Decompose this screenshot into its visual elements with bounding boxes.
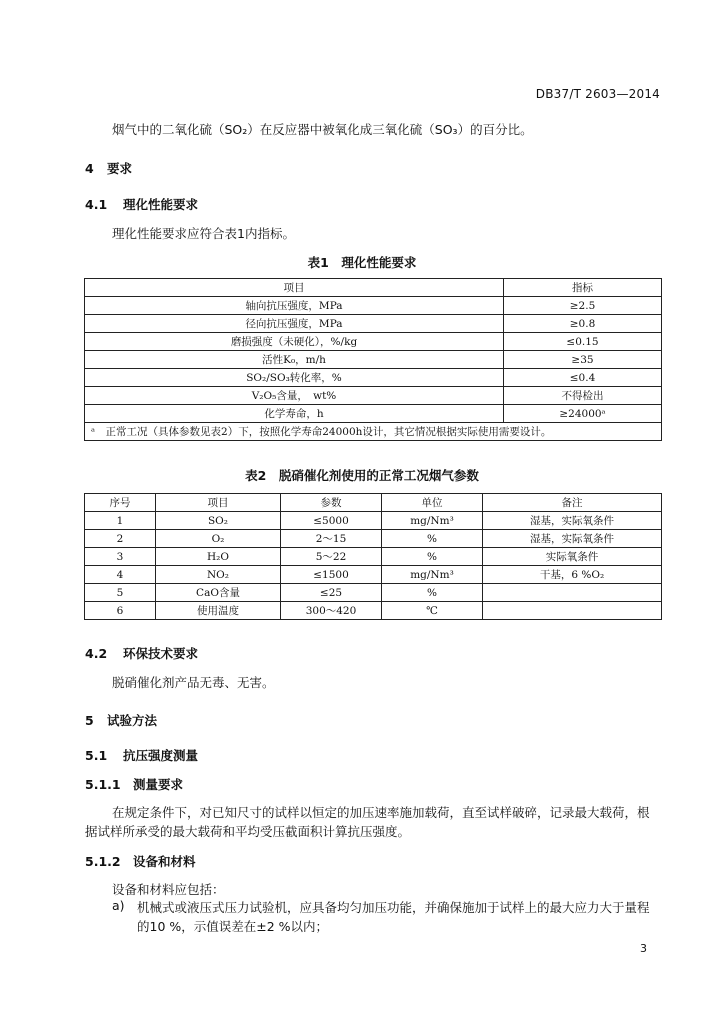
table-cell: 干基，6 %O₂ <box>483 566 662 584</box>
section-5-heading <box>85 711 157 729</box>
section-4-2-heading <box>85 644 198 662</box>
table-cell: ≥24000ᵃ <box>504 405 662 423</box>
section-5-1-1-text-line-1: 在规定条件下，对已知尺寸的试样以恒定的加压速率施加载荷，直至试样破碎，记录最大载荷，根 <box>112 805 650 820</box>
table-cell: ≥35 <box>504 351 662 369</box>
table-row <box>85 315 662 333</box>
table-cell: ≥0.8 <box>504 315 662 333</box>
list-item-a-line-2: 的10 %，示值误差在±2 %以内； <box>137 919 329 934</box>
section-5-1-1-heading <box>85 775 183 793</box>
table-row <box>85 387 662 405</box>
table-cell: O₂ <box>156 530 281 548</box>
section-5-1-2-text: 设备和材料应包括： <box>112 882 225 897</box>
section-number: 5.1.2 <box>85 854 121 869</box>
table-cell: CaO含量 <box>156 584 281 602</box>
table-header-cell: 备注 <box>483 494 662 512</box>
table-cell: 1 <box>85 512 156 530</box>
table-cell: 不得检出 <box>504 387 662 405</box>
section-4-2-text: 脱硝催化剂产品无毒、无害。 <box>112 675 275 690</box>
table-2-caption: 表2 脱硝催化剂使用的正常工况烟气参数 <box>245 468 479 483</box>
table-cell: ≤5000 <box>281 512 382 530</box>
table-header-cell: 项目 <box>156 494 281 512</box>
table-row <box>85 405 662 423</box>
table-cell: 活性K₀，m/h <box>85 351 504 369</box>
table-cell: % <box>382 584 483 602</box>
table-header-cell: 指标 <box>504 279 662 297</box>
table-cell: ℃ <box>382 602 483 620</box>
table-cell: % <box>382 530 483 548</box>
section-number: 4.1 <box>85 197 108 212</box>
table-cell: NO₂ <box>156 566 281 584</box>
table-footnote: ᵃ 正常工况（具体参数见表2）下，按照化学寿命24000h设计，其它情况根据实际使用需要设计。 <box>85 423 662 441</box>
document-code: DB37/T 2603—2014 <box>535 87 660 101</box>
table-cell: 3 <box>85 548 156 566</box>
table-row <box>85 584 662 602</box>
table-row <box>85 297 662 315</box>
table-cell: 湿基，实际氧条件 <box>483 512 662 530</box>
table-cell: V₂O₅含量， wt% <box>85 387 504 405</box>
table-cell: 磨损强度（未硬化），%/kg <box>85 333 504 351</box>
table-cell: SO₂ <box>156 512 281 530</box>
table-cell <box>483 584 662 602</box>
table-cell: 实际氧条件 <box>483 548 662 566</box>
section-title: 抗压强度测量 <box>123 748 199 763</box>
section-number: 5 <box>85 713 94 728</box>
table-row <box>85 333 662 351</box>
table-cell: ≤0.4 <box>504 369 662 387</box>
section-number: 5.1.1 <box>85 777 121 792</box>
table-cell: ≤25 <box>281 584 382 602</box>
table-cell: ≤0.15 <box>504 333 662 351</box>
table-1 <box>84 278 662 441</box>
table-row <box>85 530 662 548</box>
table-cell: 4 <box>85 566 156 584</box>
table-header-cell: 项目 <box>85 279 504 297</box>
section-title: 要求 <box>107 161 133 176</box>
table-1-caption: 表1 理化性能要求 <box>307 255 417 270</box>
table-row <box>85 602 662 620</box>
section-title: 理化性能要求 <box>123 197 199 212</box>
table-header-row <box>85 494 662 512</box>
section-4-heading <box>85 159 132 177</box>
section-number: 4.2 <box>85 646 108 661</box>
section-number: 5.1 <box>85 748 108 763</box>
table-cell: 6 <box>85 602 156 620</box>
list-item-a-line-1: 机械式或液压式压力试验机，应具备均匀加压功能，并确保施加于试样上的最大应力大于量程 <box>137 900 650 915</box>
section-title: 试验方法 <box>107 713 158 728</box>
section-title: 环保技术要求 <box>123 646 199 661</box>
table-cell: SO₂/SO₃转化率，% <box>85 369 504 387</box>
table-header-cell: 序号 <box>85 494 156 512</box>
table-cell: 轴向抗压强度，MPa <box>85 297 504 315</box>
table-cell: 径向抗压强度，MPa <box>85 315 504 333</box>
table-cell: 使用温度 <box>156 602 281 620</box>
table-footnote-row <box>85 423 662 441</box>
section-title: 设备和材料 <box>133 854 196 869</box>
table-row <box>85 351 662 369</box>
table-header-cell: 参数 <box>281 494 382 512</box>
section-5-1-heading <box>85 746 198 764</box>
intro-paragraph: 烟气中的二氧化硫（SO₂）在反应器中被氧化成三氧化硫（SO₃）的百分比。 <box>112 122 533 137</box>
table-cell: H₂O <box>156 548 281 566</box>
table-cell: 湿基，实际氧条件 <box>483 530 662 548</box>
section-4-1-text: 理化性能要求应符合表1内指标。 <box>112 226 295 241</box>
section-4-1-heading <box>85 195 198 213</box>
table-cell: mg/Nm³ <box>382 512 483 530</box>
section-number: 4 <box>85 161 94 176</box>
table-row <box>85 548 662 566</box>
section-5-1-1-text-line-2: 据试样所承受的最大载荷和平均受压截面积计算抗压强度。 <box>85 824 411 839</box>
table-cell: ≤1500 <box>281 566 382 584</box>
table-cell: 化学寿命，h <box>85 405 504 423</box>
page-number: 3 <box>640 942 647 955</box>
section-title: 测量要求 <box>133 777 184 792</box>
table-cell: 5～22 <box>281 548 382 566</box>
list-item-marker: a) <box>112 898 125 913</box>
table-cell: % <box>382 548 483 566</box>
table-header-row <box>85 279 662 297</box>
section-5-1-2-heading <box>85 852 196 870</box>
table-header-cell: 单位 <box>382 494 483 512</box>
table-cell <box>483 602 662 620</box>
table-2 <box>84 493 662 620</box>
table-row <box>85 566 662 584</box>
table-row <box>85 512 662 530</box>
table-row <box>85 369 662 387</box>
table-cell: 2～15 <box>281 530 382 548</box>
table-cell: 300～420 <box>281 602 382 620</box>
table-cell: mg/Nm³ <box>382 566 483 584</box>
table-cell: 5 <box>85 584 156 602</box>
table-cell: ≥2.5 <box>504 297 662 315</box>
table-cell: 2 <box>85 530 156 548</box>
